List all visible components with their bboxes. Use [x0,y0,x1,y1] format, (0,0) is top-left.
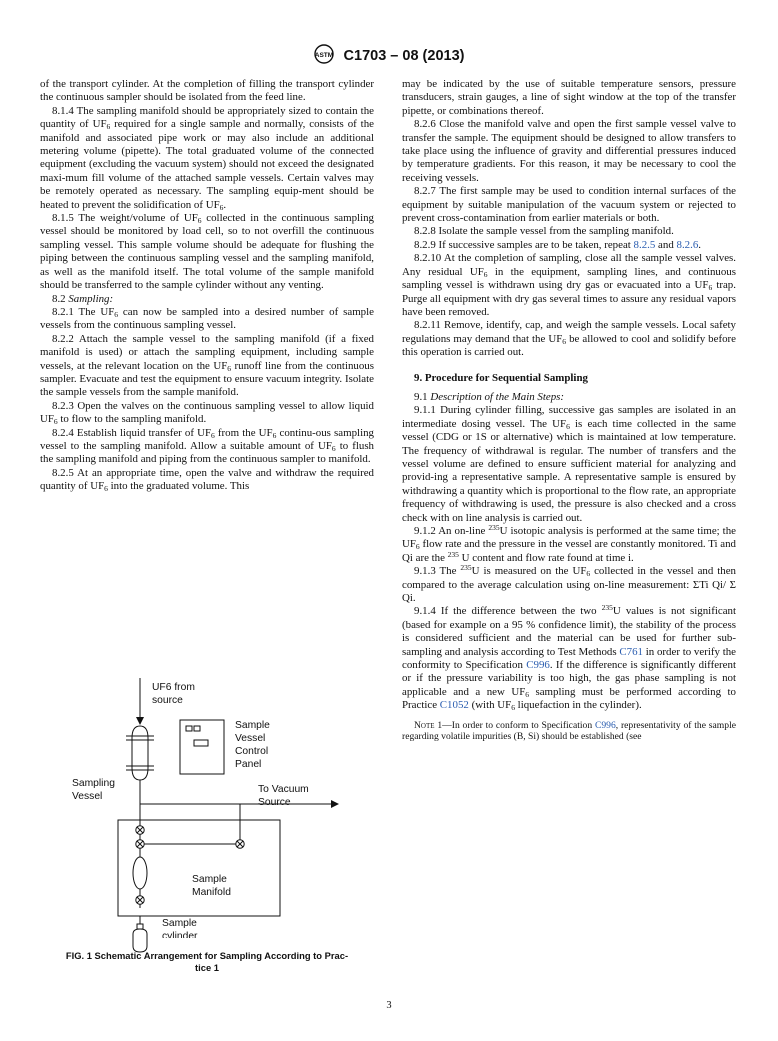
figure-caption: FIG. 1 Schematic Arrangement for Sampling According to Prac- tice 1 [65,950,349,973]
paragraph-8-2-5: 8.2.5 At an appropriate time, open the valve and withdraw the required quantity of $UF_6$ into the graduated volume. This [40,466,374,494]
paragraph-9-1-2: 9.1.2 An on-line $^{235}$U isotopic analysis is performed at the same time; the $UF_6$ flow rate and the pressure in the vessel are constantly monitored. Ti and Qi are the $^{235}$ U content and flow rate found at time i. [402,523,736,564]
paragraph-8-2-9: 8.2.9 If successive samples are to be taken, repeat 8.2.5 and 8.2.6. [414,238,702,251]
paragraph-8-2-2: 8.2.2 Attach the sample vessel to the sampling manifold (if a fixed manifold is used) or attach the sampling equipment, including sample vessels, at the relevant location on the $UF_6$ runoff line from the continuous sampler. Evacuate and test the equipment to ensure vacuum integrity. Isolate the sample vessels from the sample manifold. [40,332,374,399]
note-1: Note 1—In order to conform to Specification C996, representativity of the sample regarding volatile impurities (B, Si) should be established (see [402,719,736,743]
valve-icon [136,896,144,904]
paragraph-8-2-1: 8.2.1 The $UF_6$ can now be sampled into a desired number of sample vessels from the continuous sampling vessel. [40,305,374,332]
svg-text:ASTM: ASTM [314,52,333,59]
link-8-2-6[interactable]: 8.2.6 [676,238,699,251]
document-title: C1703 – 08 (2013) [343,48,465,64]
paragraph-8-1-5: 8.1.5 The weight/volume of $UF_6$ collected in the continuous sampling vessel should be monitored by load cell, so to not overfill the continuous sampling vessel. This sample volume should be adequate for flushing the piping between the continuous sampling vessel and the sampling manifold, as well as the manifold itself. The total volume of the sample manifold should be transferred to the sample cylinder without any venting. [40,212,375,292]
paragraph: of the transport cylinder. At the completion of filling the transport cylinder the continuous sampler should be isolated from the feed line. [40,78,374,104]
sampling-vessel-label: Sampling [72,778,115,789]
vacuum-source-label: To Vacuum [258,784,309,795]
control-panel-label: Control [235,746,269,757]
paragraph-8-2-6: 8.2.6 Close the manifold valve and open the first sample vessel valve to transfer the sample. The equipment should be designed to allow transfers to take place using the influence of gravity and differential pressures induced by temperature gradients. For this reason, it may be necessary to cool the receiving vessels. [402,118,736,184]
sampling-vessel-label: Vessel [72,791,103,802]
paragraph: may be indicated by the use of suitable temperature sensors, pressure transducers, strain gauges, a line of sight window at the top of the transfer pipette, or combinations thereof. [402,78,736,117]
valve-icon [236,840,244,848]
sampling-vessel-shape [132,726,148,780]
link-c1052[interactable]: C1052 [439,699,469,712]
figure-1-schematic [40,668,374,938]
paragraph-9-1-4: 9.1.4 If the difference between the two $^{235}$U values is not significant (based for example on a 95 % confidence limit), the stability of the process is considered sufficient and the material can be used for further sub-sampling and analysis according to Test Methods C761 in order to verify the conformity to Specification C996. If the difference is significantly different or if the pressure variability is too high, the gas phase sampling is not applicable and a new $UF_6$ sampling must be performed according to Practice C1052 (with $UF_6$ liquefaction in the cylinder). [402,603,737,713]
uf6-source-label: source [152,695,183,706]
control-panel-label: Panel [235,759,262,770]
control-panel-label: Vessel [235,733,266,744]
right-column [402,78,736,743]
sample-cylinder-label: Sample [162,918,197,929]
uf6-source-label: UF6 from [152,682,195,693]
manifold-label: Sample [192,874,227,885]
vacuum-source-label: Source [258,797,291,808]
control-panel-box [180,720,224,774]
manifold-label: Manifold [192,887,231,898]
paragraph-8-2-8: 8.2.8 Isolate the sample vessel from the sampling manifold. [414,225,674,238]
pipette-shape [133,857,147,889]
valve-icon [136,840,144,848]
section-9-heading: 9. Procedure for Sequential Sampling [414,371,588,384]
control-panel-label: Sample [235,720,270,731]
paragraph-8-2-3: 8.2.3 Open the valves on the continuous sampling vessel to allow liquid $UF_6$ to flow to the sampling manifold. [40,399,374,427]
paragraph-8-1-4: 8.1.4 The sampling manifold should be appropriately sized to contain the quantity of $UF_6$ required for a single sample and normally, consists of the manifold and associated pipe work or may also include an additional metering volume (pipette). The total graduated volume of the connected equipment (excluding the vacuum system) should not exceed the designated maxi-mum fill volume of the attached sample vessels. Certain valves may be remotely operated as necessary. The sampling equip-ment should be heated to prevent the solidification of $UF_6$. [40,104,374,212]
paragraph-8-2-4: 8.2.4 Establish liquid transfer of $UF_6$ from the $UF_6$ continu-ous sampling vessel to the sampling manifold. Allow a suitable amount of $UF_6$ to flush the sampling manifold and piping from the continuous sampler to manifold. [40,426,374,466]
paragraph-8-2-7: 8.2.7 The first sample may be used to condition internal surfaces of the equipment by suitable manipulation of the vacuum system or rejected to prevent cross-contamination from earlier materials or both. [402,185,736,225]
sample-cylinder-label: cylinder [162,931,198,938]
page-number: 3 [386,1000,392,1011]
link-c761[interactable]: C761 [619,645,643,658]
paragraph-9-1-3: 9.1.3 The $^{235}$U is measured on the $UF_6$ collected in the vessel and then compared to the average calculation using on-line measurement: ΣTi Qi/ Σ Qi. [402,563,736,605]
paragraph-8-2-11: 8.2.11 Remove, identify, cap, and weigh the sample vessels. Local safety regulations may demand that the $UF_6$ be allowed to cool and solidify before this operation is carried out. [402,319,736,359]
paragraph-9-1-1: 9.1.1 During cylinder filling, successive gas samples are isolated in an intermediate dosing vessel. The $UF_6$ is each time collected in the same vessel (CDG or 1S or alternative) which is maintained at low temperature. The frequency of withdrawal is regular. The number of transfers and the vessel volume are defined to ensure sufficient material for analyzing and provid-ing a representative sample. A representative sample is ensured by withdrawing a quantity which is proportional to the flow rate, an appropriate frequency of withdrawing is used, the pressure is also checked and a cross check with on line analysis is carried out. [402,404,736,524]
section-8-2-heading: 8.2 Sampling: [52,292,114,305]
schematic-diagram [40,668,374,938]
astm-logo-icon [314,44,334,68]
left-column [40,78,374,494]
link-c996[interactable]: C996 [594,719,616,731]
paragraph-8-2-10: 8.2.10 At the completion of sampling, close all the sample vessel valves. Any residual $UF_6$ in the equipment, sampling lines, and continuous sampling vessel is withdrawn using dry gas or evacuated into a $UF_6$ trap. Purge all equipment with dry gas several times to assure any residual vapors have been removed. [402,252,736,318]
section-9-1-heading: 9.1 Description of the Main Steps: [414,390,565,403]
valve-icon [136,826,144,834]
page-header [0,44,778,68]
link-8-2-5[interactable]: 8.2.5 [633,238,656,251]
link-c996[interactable]: C996 [526,659,550,672]
